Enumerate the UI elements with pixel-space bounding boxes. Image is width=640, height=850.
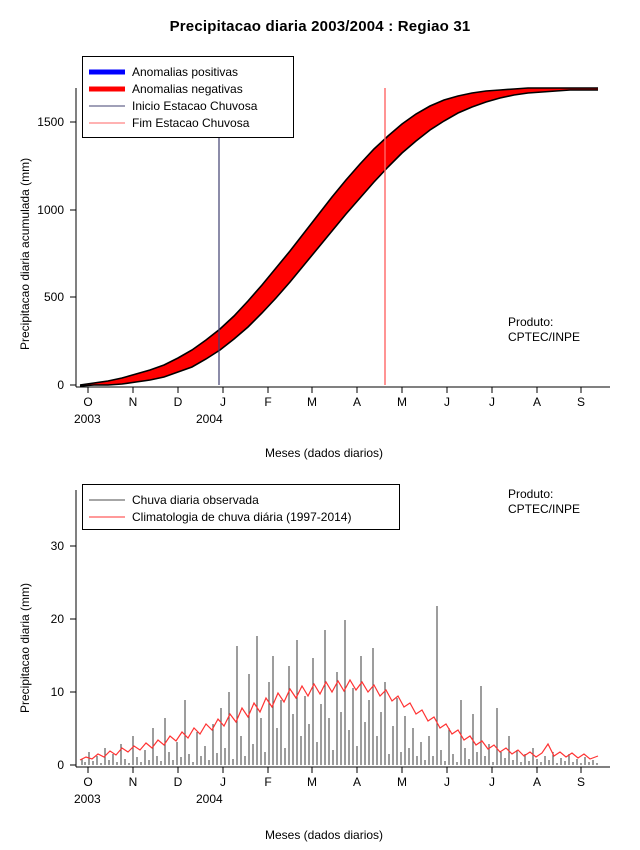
legend-item-climatology [89,508,391,525]
x-ticks [88,387,581,393]
bottom-xtick-n: N [128,775,138,789]
bottom-year-2004: 2004 [196,792,223,806]
top-yaxis-title: Precipitacao diaria acumulada (mm) [18,157,32,350]
top-legend [82,56,294,138]
bottom-ytick-0: 0 [57,758,64,772]
negative-anomaly-swatch-icon [89,83,125,95]
bottom-x-ticks [88,767,581,773]
top-xtick-j3: J [489,395,495,409]
top-xtick-m1: M [307,395,317,409]
bottom-xtick-j2: J [444,775,450,789]
top-xtick-j2: J [444,395,450,409]
bottom-xtick-o: O [83,775,93,789]
top-xtick-a1: A [352,395,361,409]
bottom-xtick-d: D [173,775,183,789]
bottom-legend [82,484,400,530]
bottom-xtick-j1: J [220,775,226,789]
bottom-producer-line2: CPTEC/INPE [508,502,581,516]
bottom-xaxis-title: Meses (dados diarios) [265,828,384,842]
bottom-ytick-30: 30 [50,539,64,553]
bottom-xtick-m2: M [397,775,407,789]
bottom-producer-note [508,487,580,517]
top-year-2003: 2003 [74,412,101,426]
top-xtick-s: S [576,395,585,409]
top-producer-line2: CPTEC/INPE [508,330,581,344]
bottom-xtick-a1: A [352,775,361,789]
legend-label-observed-rain: Chuva diaria observada [132,492,259,507]
top-year-2004: 2004 [196,412,223,426]
legend-item-negative-anomaly [89,80,285,97]
top-ytick-1500: 1500 [37,115,64,129]
top-producer-line1: Produto: [508,315,554,329]
top-xtick-d: D [173,395,183,409]
bottom-xtick-a2: A [532,775,541,789]
bottom-ytick-10: 10 [50,685,64,699]
top-xtick-a2: A [532,395,541,409]
legend-label-negative-anomaly: Anomalias negativas [132,81,243,96]
legend-item-end-rainy-season [89,114,285,131]
bottom-xtick-j3: J [489,775,495,789]
page-title: Precipitacao diaria 2003/2004 : Regiao 31 [169,18,471,35]
observed-rain-swatch-icon [89,494,125,506]
top-ytick-1000: 1000 [37,203,64,217]
legend-label-start-rainy-season: Inicio Estacao Chuvosa [132,98,258,113]
bottom-xtick-s: S [576,775,585,789]
end-rainy-season-swatch-icon [89,117,125,129]
bottom-yaxis-title: Precipitacao diaria (mm) [18,582,32,713]
top-xtick-f: F [264,395,272,409]
top-xtick-m2: M [397,395,407,409]
top-ytick-0: 0 [57,378,64,392]
accumulated-precipitation-panel [0,40,640,460]
legend-item-positive-anomaly [89,63,285,80]
top-producer-note [508,315,580,345]
bottom-ytick-20: 20 [50,612,64,626]
bottom-xtick-f: F [264,775,272,789]
legend-item-start-rainy-season [89,97,285,114]
bottom-year-2003: 2003 [74,792,101,806]
positive-anomaly-swatch-icon [89,66,125,78]
daily-precipitation-panel [0,460,640,850]
top-ytick-500: 500 [43,290,64,304]
legend-item-observed-rain [89,491,391,508]
top-xtick-n: N [128,395,138,409]
start-rainy-season-swatch-icon [89,100,125,112]
top-xtick-o: O [83,395,93,409]
top-xtick-j1: J [220,395,226,409]
climatology-swatch-icon [89,511,125,523]
bottom-y-ticks [70,546,76,765]
climatology-daily-line [80,680,598,760]
bottom-xtick-m1: M [307,775,317,789]
legend-label-climatology: Climatologia de chuva diária (1997-2014) [132,509,352,524]
legend-label-positive-anomaly: Anomalias positivas [132,64,239,79]
legend-label-end-rainy-season: Fim Estacao Chuvosa [132,115,250,130]
top-xaxis-title: Meses (dados diarios) [265,446,384,460]
bottom-producer-line1: Produto: [508,487,554,501]
